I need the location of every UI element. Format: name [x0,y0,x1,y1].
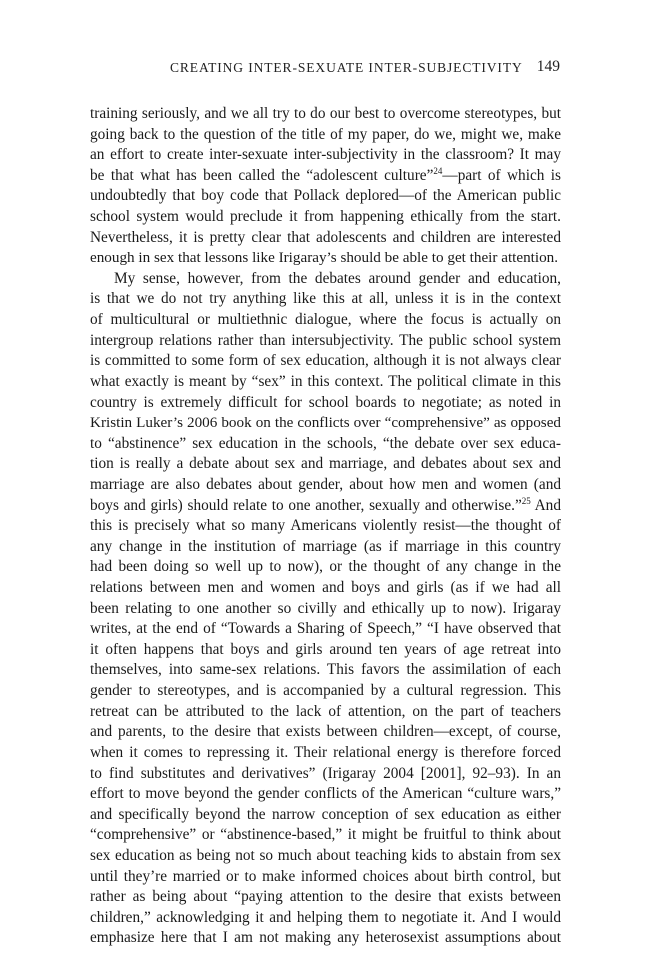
text-line: country is extremely difficult for school boards to negotiate; as noted in [90,393,561,411]
text-line: school system would preclude it from happening ethically from the start. [90,208,561,226]
text-line: of multicultural or multiethnic dialogue, where the focus is actually on [90,311,561,329]
text-line: gender to stereotypes, and is accompanied by a cultural regression. This [90,682,561,700]
text-line: enough in sex that lessons like Irigaray’s should be able to get their attention. [90,249,559,267]
text-line: Kristin Luker’s 2006 book on the conflicts over “comprehensive” as opposed [90,414,561,432]
text-segment: —part of which is [442,166,561,184]
text-line: had been doing so well up to now), or the thought of any change in the [90,558,561,576]
text-line: “comprehensive” or “abstinence-based,” it might be fruitful to think about [90,826,561,844]
text-line: training seriously, and we all try to do our best to overcome stereotypes, but [90,105,561,122]
text-line: and specifically beyond the narrow conception of sex education as either [90,805,561,823]
text-line [90,166,561,187]
page-number: 149 [536,58,560,75]
text-line: marriage are also debates about gender, about how men and women (and [90,475,561,493]
text-line: going back to the question of the title of my paper, do we, might we, make [90,125,561,143]
text-line: writes, at the end of “Towards a Sharing of Speech,” “I have observed that [90,620,561,638]
text-line: relations between men and women and boys and girls (as if we had all [90,579,561,597]
text-segment: be that what has been called the “adolescent culture” [90,166,434,184]
footnote-ref-24[interactable]: 24 [433,165,443,176]
text-line: to find substitutes and derivatives” (Irigaray 2004 [2001], 92–93). In an [90,764,561,782]
running-title: CREATING INTER-SEXUATE INTER-SUBJECTIVITY [170,60,523,75]
text-line: retreat can be attributed to the lack of attention, on the part of teachers [90,702,561,720]
text-line: themselves, into same-sex relations. This favors the assimilation of each [90,661,561,679]
text-line: until they’re married or to make informed choices about birth control, but [90,867,561,885]
running-head [90,60,560,80]
text-line: what exactly is meant by “sex” in this context. The political climate in this [90,372,561,390]
text-line: to “abstinence” sex education in the schools, “the debate over sex educa- [90,434,561,452]
text-line: Nevertheless, it is pretty clear that adolescents and children are interested [90,228,561,246]
text-segment: boys and girls) should relate to one another, sexually and otherwise.” [90,496,522,514]
text-line: an effort to create inter-sexuate inter-subjectivity in the classroom? It may [90,146,561,164]
text-line: this is precisely what so many Americans violently resist—the thought of [90,517,561,535]
text-line: any change in the institution of marriage (as if marriage in this country [90,537,561,555]
text-line: been relating to one another so civilly and ethically up to now). Irigaray [90,599,561,617]
text-line: My sense, however, from the debates around gender and education, [114,269,561,287]
text-line: when it comes to repressing it. Their relational energy is therefore forced [90,743,561,761]
text-line: tion is really a debate about sex and marriage, and debates about sex and [90,455,561,473]
text-line: sex education as being not so much about teaching kids to abstain from sex [90,846,561,864]
text-line: rather as being about “paying attention to the desire that exists between [90,888,561,906]
footnote-ref-25[interactable]: 25 [521,495,531,506]
text-line: undoubtedly that boy code that Pollack deplored—of the American public [90,187,561,205]
text-line [90,496,561,517]
text-line: is that we do not try anything like this at all, unless it is in the context [90,290,561,308]
text-line: is committed to some form of sex education, although it is not always clear [90,352,561,370]
text-line: emphasize here that I am not making any heterosexist assumptions about [90,929,561,947]
text-line: and parents, to the desire that exists between children—except, of course, [90,723,561,741]
text-line: effort to move beyond the gender conflicts of the American “culture wars,” [90,785,561,803]
text-line: children,” acknowledging it and helping them to negotiate it. And I would [90,908,561,926]
text-line: intergroup relations rather than intersubjectivity. The public school system [90,331,561,349]
text-segment: And [530,496,561,514]
body-text [90,104,561,949]
text-line: it often happens that boys and girls around ten years of age retreat into [90,640,561,658]
